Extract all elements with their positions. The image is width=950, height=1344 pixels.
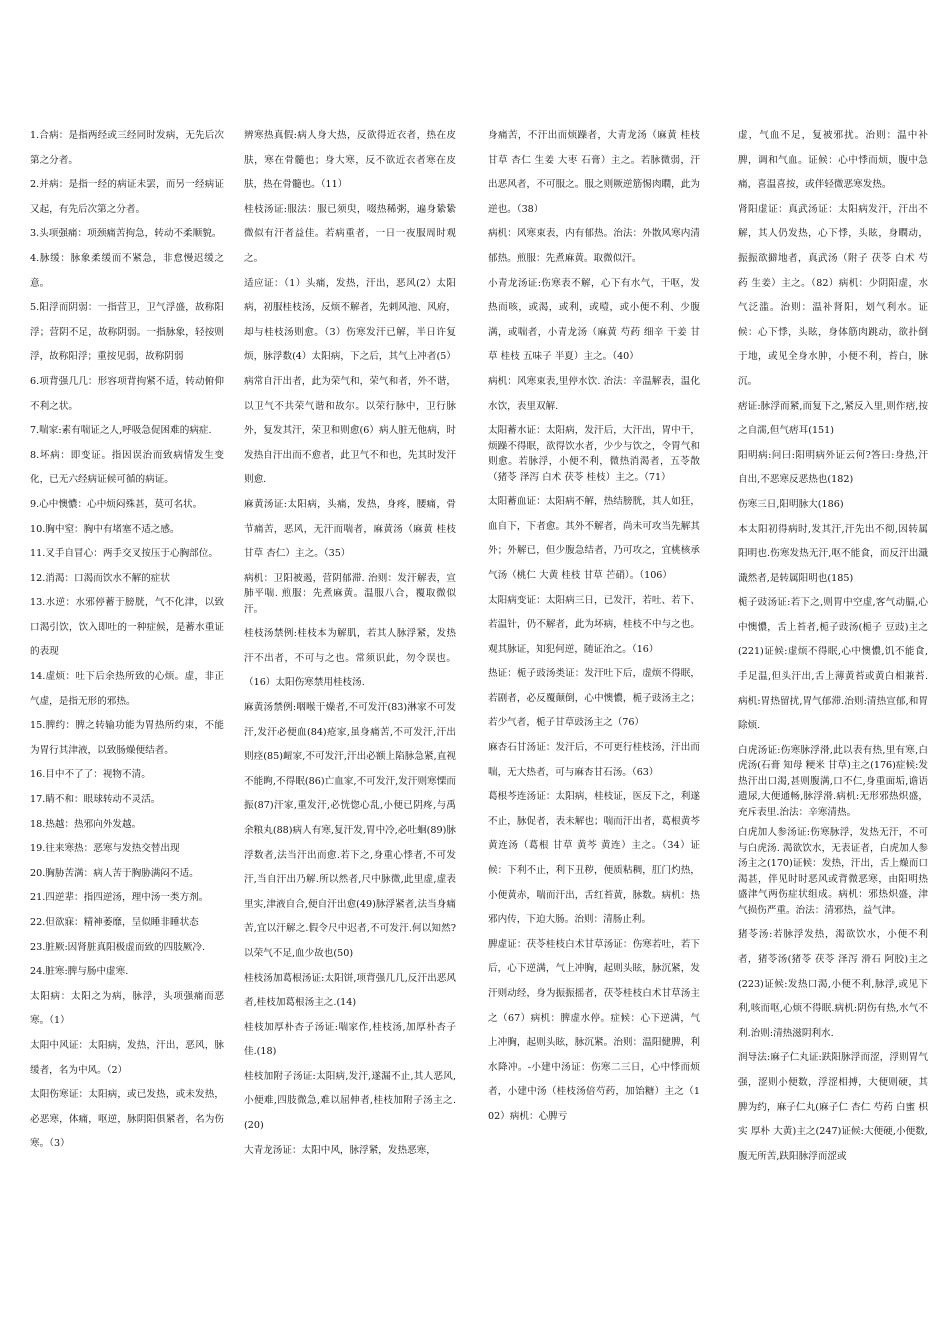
paragraph: 病机：风寒束表，内有郁热。治法：外散风寒内清郁热。煎服：先煮麻黄。取微似汗。 — [488, 228, 700, 264]
paragraph: 19.往来寒热：恶寒与发热交替出现 — [30, 843, 180, 855]
paragraph: 14.虚烦：吐下后余热所致的心烦。虚，非正气虚，是指无形的邪热。 — [30, 671, 224, 707]
paragraph: 桂枝加厚朴杏子汤证:喘家作,桂枝汤,加厚朴杏子佳.(18) — [244, 1021, 456, 1058]
paragraph: 太阳病变证：太阳病三日，已发汗，若吐、若下、若温针，仍不解者，此为坏病，桂枝不中与之也。观其脉证，知犯何逆，随证治之。（16） — [488, 594, 700, 655]
paragraph: 桂枝汤证:服法：服已须臾，啜热稀粥，遍身絷絷微似有汗者益佳。若病重者，一日一夜服周时观之。 — [244, 203, 456, 264]
paragraph: 1.合病：是指两经或三经同时发病，无先后次第之分者。 — [30, 130, 224, 166]
paragraph: 太阳蓄血证：太阳病不解，热结膀胱，其人如狂，血自下，下者愈。其外不解者，尚未可攻当先解其外；外解已，但少腹急结者，乃可攻之，宜桃核承气汤（桃仁 大黄 桂枝 甘草 芒硝）。（106） — [488, 496, 700, 581]
paragraph: 本太阳初得病时,发其汗,汗先出不彻,因转属阳明也.伤寒发热无汗,呕不能食，而反汗出濈濈然者,是转属阳明也(185) — [738, 523, 928, 584]
paragraph: 热证：栀子豉汤类证：发汗吐下后，虚烦不得眠，若剧者，必反覆颠倒，心中懊憹，栀子豉汤主之；若少气者，栀子甘草豉汤主之（76） — [488, 668, 700, 729]
paragraph: 适应证：（1）头痛，发热，汗出，恶风(2）太阳病，初服桂枝汤，反烦不解者，先刺风池、风府，却与桂枝汤则愈。（3）伤寒发汗已解，半日许复烦，脉浮数(4）太阳病，下之后，其气上冲者(5）病常自汗出者，此为荣气和，荣气和者，外不谐，以卫气不共荣气谐和故尔。以荣行脉中，卫行脉外，复发其汗，荣卫和则愈(6）病人脏无他病，时发热自汗出而不愈者，此卫气不和也，先其时发汗则愈. — [244, 277, 456, 486]
paragraph: 12.消渴：口渴而饮水不解的症状 — [30, 572, 170, 584]
paragraph: 桂枝汤加葛根汤证:太阳饼,项背强几几,反汗出恶风者,桂枝加葛根汤主之.(14) — [244, 972, 456, 1009]
paragraph: 10.胸中窒：胸中有堵塞不适之感。 — [30, 523, 180, 535]
paragraph: 麻杏石甘汤证：发汗后，不可更行桂枝汤，汗出而喘，无大热者，可与麻杏甘石汤。（63） — [488, 742, 700, 778]
paragraph: 阳明病:问曰:阳明病外证云何?答曰:身热,汗自出,不恶寒反恶热也(182) — [738, 449, 928, 486]
paragraph: 太阳中风证：太阳病，发热，汗出，恶风，脉缓者，名为中风。（2） — [30, 1039, 224, 1076]
paragraph: 润导法:麻子仁丸证:趺阳脉浮而涩，浮则胃气强，涩则小便数，浮涩相搏，大便则硬，其脾为约，麻子仁丸(麻子仁 杏仁 芍药 白蜜 枳实 厚朴 大黄)主之(247)证候:大便硬,小便数,腹无所苦,趺阳脉浮而涩或 — [738, 1052, 928, 1162]
paragraph: 8.坏病：即变证。指因误治而致病情发生变化，已无六经病证候可循的病证。 — [30, 449, 224, 486]
paragraph: 葛根芩连汤证：太阳病，桂枝证，医反下之，利遂不止，脉促者，表未解也；喘而汗出者，葛根黄芩黄连汤（葛根 甘草 黄芩 黄连）主之。（34）证候：下利不止，利下丑秽，便质粘稠，肛门灼热，小便黄赤，喘而汗出，舌红苔黄，脉数。病机：热邪内传，下迫大肠。治则：清肠止利。 — [488, 791, 700, 926]
paragraph: 身痛苦，不汗出而烦躁者，大青龙汤（麻黄 桂枝 甘草 杏仁 生姜 大枣 石膏）主之。若脉微弱，汗出恶风者，不可服之。服之则厥逆筋惕肉瞤，此为逆也。（38） — [488, 130, 700, 215]
paragraph: 病机：风寒束表,里停水饮. 治法：辛温解表，温化水饮，表里双解. — [488, 375, 700, 412]
paragraph: 痞证:脉浮而紧,而复下之,紧反入里,则作痞,按之自濡,但气痞耳(151) — [738, 400, 928, 437]
paragraph: 太阳病：太阳之为病，脉浮，头项强痛而恶寒。（1） — [30, 990, 224, 1027]
paragraph: 脾虚证：茯苓桂枝白术甘草汤证：伤寒若吐，若下后，心下逆满，气上冲胸，起则头眩，脉沉紧，发汗则动经，身为振振摇者，茯苓桂枝白术甘草汤主之（67）病机：脾虚水停。症候：心下逆满，气上冲胸，起则头眩，脉沉紧。治则：温阳健脾，利水降冲。-小建中汤证：伤寒二三日，心中悸而烦者，小建中汤（桂枝汤倍芍药，加饴糖）主之（102）病机：心脾亏 — [488, 938, 700, 1122]
paragraph: 22.但欲寐：精神萎靡，呈似睡非睡状态 — [30, 917, 199, 928]
paragraph: 21.四逆辈：指四逆汤，理中汤一类方剂。 — [30, 892, 209, 904]
paragraph: 17.睛不和：眼球转动不灵活。 — [30, 794, 161, 806]
paragraph: 23.脏厥:因肾脏真阳极虚而致的四肢厥冷. — [30, 941, 206, 953]
text-column-1 — [30, 124, 224, 1157]
paragraph: 2.并病：是指一经的病证未罢，而另一经病证又起，有先后次第之分者。 — [30, 179, 224, 215]
paragraph: 5.阳浮而阴弱：一指营卫，卫气浮盛，故称阳浮；营阴不足，故称阴弱。一指脉象，轻按则浮，故称阳浮；重按见弱，故称阴弱 — [30, 302, 224, 363]
paragraph: 4.脉缓：脉象柔缓而不紧急，非怠慢迟缓之意。 — [30, 252, 224, 289]
paragraph: 病机：卫阳被遏，营阴郁滞. 治则：发汗解表，宣肺平喘. 煎服：先煮麻黄。温服八合，覆取微似汗。 — [244, 572, 456, 615]
paragraph: 太阳伤寒证：太阳病，或已发热，或未发热，必恶寒，体痛，呕逆，脉阴阳俱紧者，名为伤寒。（3） — [30, 1089, 224, 1150]
paragraph: 15.脾约：脾之转输功能为胃热所约束，不能为胃行其津液，以致肠燥便结者。 — [30, 720, 224, 756]
paragraph: 猪苓汤:若脉浮发热，渴欲饮水，小便不利者，猪苓汤(猪苓 茯苓 泽泻 滑石 阿胶)主之(223)证候:发热口渴,小便不利,脉浮,或见下利,咳而呕,心烦不得眠.病机:阴伤有热,水气不利.治则:清热滋阴利水. — [738, 929, 928, 1039]
paragraph: 麻黄汤证:太阳病，头痛，发热，身疼，腰痛，骨节痛苦，恶风，无汗而喘者，麻黄汤（麻黄 桂枝 甘草 杏仁）主之。（35） — [244, 498, 456, 560]
paragraph: 桂枝加附子汤证:太阳病,发汗,遂漏不止,其人恶风,小便难,四肢微急,难以屈伸者,桂枝加附子汤主之.(20) — [244, 1070, 456, 1132]
paragraph: 辨寒热真假:病人身大热，反欲得近衣者，热在皮肤，寒在骨髓也；身大寒，反不欲近衣者寒在皮肤，热在骨髓也。（11） — [244, 130, 456, 191]
paragraph: 6.项背强几几：形容项背拘紧不适，转动俯仰不利之状。 — [30, 375, 224, 412]
paragraph: 白虎汤证:伤寒脉浮滑,此以表有热,里有寒,白虎汤(石膏 知母 粳米 甘草)主之(176)症候:发热汗出口渴,甚则腹满,口不仁,身重面垢,谵语遗尿,大便通畅,脉浮滑.病机:无形邪热炽盛，充斥表里.治法：辛寒清热。 — [738, 744, 928, 818]
text-column-2 — [244, 124, 456, 1163]
paragraph: 虚，气血不足，复被邪扰。治则：温中补脾，调和气血。证候：心中悸而烦，腹中急痛，喜温喜按，或伴轻微恶寒发热。 — [738, 130, 928, 191]
paragraph: 16.目中不了了：视物不清。 — [30, 769, 151, 781]
paragraph: 9.心中懊憹：心中烦闷殊甚，莫可名状。 — [30, 498, 203, 510]
paragraph: 18.热越：热邪向外发越。 — [30, 818, 142, 830]
paragraph: 肾阳虚证：真武汤证：太阳病发汗，汗出不解，其人仍发热，心下悸，头眩，身瞤动，振振欲擗地者，真武汤（附子 茯苓 白术 芍药 生姜）主之。（82）病机：少阴阳虚，水气泛滥。治则：温补肾阳，划气利水。证候：心下悸，头眩，身体筋肉跳动，欲扑倒于地，或见全身水肿，小便不利，苔白，脉沉。 — [738, 203, 928, 387]
paragraph: 大青龙汤证：太阳中风，脉浮紧，发热恶寒， — [244, 1144, 436, 1156]
paragraph: 麻黄汤禁例:咽喉干燥者,不可发汗(83)淋家不可发汗,发汗必便血(84)疮家,虽身痛苦,不可发汗,汗出则痉(85)衄家,不可发汗,汗出必额上陷脉急紧,直视不能眴,不得眠(86)亡血家,不可发汗,发汗则寒慄而振(87)汗家,重发汗,必恍惚心乱,小便已阴疼,与禹余粮丸(88)病人有寒,复汗发,胃中冷,必吐蛔(89)脉浮数者,法当汗出而愈.若下之,身重心悸者,不可发汗,当自汗出乃解.所以然者,尺中脉微,此里虚,虚表里实,津液自合,便自汗出愈(49)脉浮紧者,法当身痛苦,宜以汗解之.假令尺中迟者,不可发汗.何以知然?以荣气不足,血少故也(50) — [244, 701, 456, 959]
paragraph: 7.喘家:素有喘证之人,呼吸急促困难的病症. — [30, 425, 212, 437]
paragraph: 白虎加人参汤证:伤寒脉浮，发热无汗，不可与白虎汤. 渴欲饮水，无表证者，白虎加人参汤主之(170)证候：发热，汗出，舌上燥而口渴甚，伴见时时恶风或背微恶寒，由阳明热盛津气两伤症状组成。病机：邪热炽盛，津气损伤严重。治法：清邪热，益气津。 — [738, 827, 928, 916]
text-column-3 — [488, 124, 700, 1130]
paragraph: 小青龙汤证:伤寒表不解，心下有水气，干呕，发热而咳，或渴，或利，或噎，或小便不利、少腹满，或喘者，小青龙汤（麻黄 芍药 细辛 干姜 甘草 桂枝 五味子 半夏）主之。（40） — [488, 277, 700, 363]
text-column-4 — [738, 124, 928, 1169]
paragraph: 11.叉手自冒心：两手交叉按压于心胸部位。 — [30, 548, 218, 560]
paragraph: 13.水逆：水邪停蓄于膀胱，气不化津，以致口渴引饮，饮入即吐的一种症候，是蓄水重证的表现 — [30, 597, 224, 658]
paragraph: 伤寒三日,阳明脉大(186) — [738, 498, 844, 510]
paragraph: 20.胸胁苦满：病人苦于胸胁满闷不适。 — [30, 867, 199, 879]
paragraph: 太阳蓄水证：太阳病，发汗后，大汗出，胃中干，烦躁不得眠，欲得饮水者，少少与饮之，令胃气和则愈。若脉浮，小便不利，微热消渴者，五苓散（猪苓 泽泻 白术 茯苓 桂枝）主之。（71） — [488, 425, 700, 483]
paragraph: 24.脏寒:脾与肠中虚寒. — [30, 966, 129, 978]
paragraph: 3.头项强痛：项颈痛苦拘急，转动不柔顺貌。 — [30, 228, 222, 240]
paragraph: 桂枝汤禁例:桂枝本为解肌，若其人脉浮紧，发热汗不出者，不可与之也。常须识此，勿令误也。（16）太阳伤寒禁用桂枝汤. — [244, 628, 456, 689]
paragraph: 栀子豉汤证:若下之,则胃中空虚,客气动膈,心中懊憹，舌上苔者,栀子豉汤(栀子 豆豉)主之(221)证候:虚烦不得眠,心中懊憹,饥不能食,手足温,但头汗出,舌上薄黄苔或黄白相兼苔.病机:胃热留扰,胃气郁滞.治则:清热宣郁,和胃除烦. — [738, 597, 928, 732]
